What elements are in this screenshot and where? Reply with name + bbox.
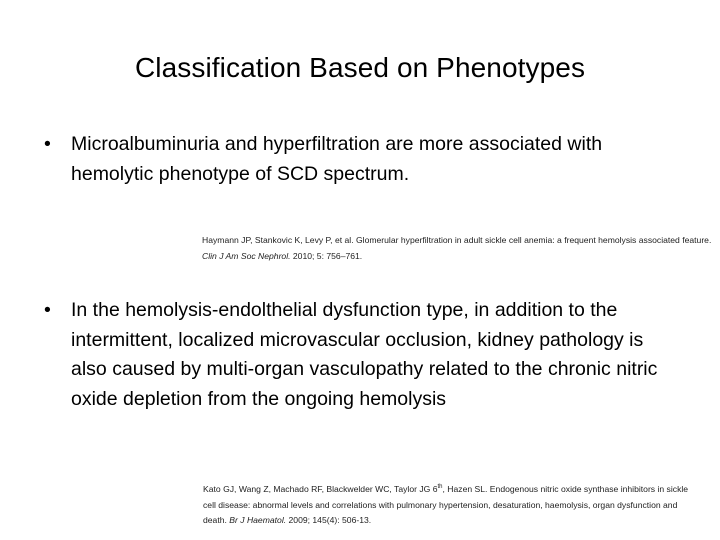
bullet-text: In the hemolysis-endolthelial dysfunction type, in addition to the intermittent, localized microvascular occlusion, kidney pathology is also caused by multi-organ vasculopathy related to the chronic nitric oxide depletion from the ongoing hemolysis xyxy=(71,299,658,410)
slide-title: Classification Based on Phenotypes xyxy=(134,52,586,83)
reference-authors: Kato GJ, Wang Z, Machado RF, Blackwelder WC, Taylor JG 6 xyxy=(203,484,438,494)
bullet-item xyxy=(44,130,664,189)
bullet-dot-icon: • xyxy=(44,299,51,321)
bullet-dot-icon: • xyxy=(44,133,51,155)
bullet-text: Microalbuminuria and hyperfiltration are more associated with hemolytic phenotype of SCD spectrum. xyxy=(71,133,603,185)
reference-volume-pages: 2010; 5: 756–761. xyxy=(290,250,363,261)
reference-journal: Clin J Am Soc Nephrol. xyxy=(202,250,291,261)
reference-superscript: th xyxy=(437,484,443,491)
reference-authors-title: Haymann JP, Stankovic K, Levy P, et al. Glomerular hyperfiltration in adult sickle cell anemia: a frequent hemolysis associated feature. xyxy=(202,235,712,245)
reference-authors-title: , Hazen SL. Endogenous nitric oxide synthase inhibitors in sickle cell disease: abnormal levels and correlations with pulmonary hypertension, desaturation, haemolysis, organ dysfunction and death. xyxy=(203,484,689,525)
reference-citation xyxy=(202,233,714,264)
reference-volume-pages: 2009; 145(4): 506-13. xyxy=(286,515,372,525)
bullet-item xyxy=(44,296,684,414)
reference-citation xyxy=(203,482,703,529)
reference-journal: Br J Haematol. xyxy=(229,515,287,525)
